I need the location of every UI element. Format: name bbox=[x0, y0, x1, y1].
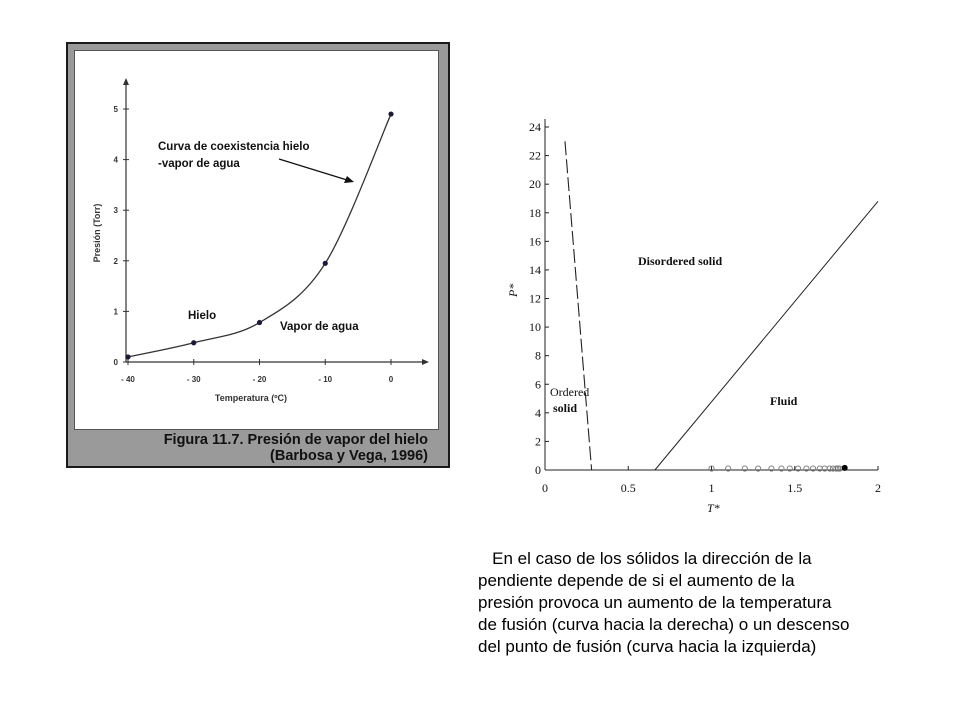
paragraph-line: En el caso de los sólidos la dirección de la bbox=[478, 549, 812, 568]
paragraph-line: pendiente depende de si el aumento de la bbox=[478, 571, 795, 590]
x-axis-label: T* bbox=[707, 501, 720, 515]
phase-diagram-chart bbox=[500, 105, 890, 520]
figure-11-7-plot-panel bbox=[74, 50, 439, 430]
vapor-region-label: Vapor de agua bbox=[280, 321, 359, 333]
x-tick-label: 1 bbox=[708, 481, 715, 495]
x-tick-label: - 20 bbox=[252, 375, 267, 384]
x-tick-label: - 40 bbox=[121, 375, 135, 384]
data-point bbox=[191, 340, 196, 345]
y-tick-label: 3 bbox=[113, 206, 118, 216]
ordered-solid-label: solid bbox=[553, 401, 578, 415]
y-tick-label: 12 bbox=[529, 291, 541, 306]
y-tick-label: 0 bbox=[535, 463, 541, 477]
y-tick-label: 4 bbox=[113, 155, 118, 165]
x-tick-label: - 30 bbox=[186, 375, 201, 384]
y-tick-label: 20 bbox=[529, 177, 541, 192]
ordered-disordered-boundary bbox=[565, 141, 592, 470]
curve-annotation-line2: -vapor de agua bbox=[158, 158, 240, 170]
data-point bbox=[388, 111, 393, 116]
y-tick-label: 22 bbox=[529, 148, 541, 163]
ice-region-label: Hielo bbox=[188, 310, 217, 322]
paragraph-line: de fusión (curva hacia la derecha) o un descenso bbox=[478, 615, 850, 634]
data-point bbox=[323, 261, 328, 266]
x-tick-label: 2 bbox=[875, 481, 881, 495]
x-tick-label: 0 bbox=[388, 375, 394, 384]
y-tick-label: 1 bbox=[113, 307, 118, 317]
x-tick-label: - 10 bbox=[318, 375, 333, 384]
curve-arrow bbox=[279, 159, 347, 180]
y-tick-label: 2 bbox=[535, 434, 541, 449]
vapor-pressure-chart bbox=[75, 51, 438, 429]
fluid-label: Fluid bbox=[770, 394, 798, 408]
y-tick-label: 6 bbox=[535, 377, 541, 392]
y-axis-arrowhead bbox=[123, 78, 129, 85]
x-axis-label: Temperatura (ºC) bbox=[214, 393, 288, 403]
y-tick-label: 4 bbox=[535, 405, 541, 420]
y-tick-label: 2 bbox=[113, 256, 118, 266]
y-axis-label: P* bbox=[506, 283, 520, 297]
data-point bbox=[125, 354, 130, 359]
paragraph-line: presión provoca un aumento de la temperatura bbox=[478, 593, 832, 612]
triple-point bbox=[842, 465, 848, 471]
ordered-label: Ordered bbox=[550, 385, 590, 399]
y-tick-label: 5 bbox=[113, 105, 118, 114]
y-tick-label: 24 bbox=[529, 120, 541, 134]
x-axis-arrowhead bbox=[422, 359, 429, 365]
caption-source: (Barbosa y Vega, 1996) bbox=[270, 448, 428, 464]
disordered-solid-label: Disordered solid bbox=[638, 254, 723, 268]
x-tick-label: 0.5 bbox=[620, 481, 636, 495]
caption-title: Figura 11.7. Presión de vapor del hielo bbox=[163, 432, 428, 448]
y-axis-label: Presión (Torr) bbox=[92, 203, 102, 263]
solid-fluid-boundary bbox=[655, 201, 878, 470]
curve-arrowhead bbox=[344, 176, 354, 183]
data-point bbox=[257, 320, 262, 325]
y-tick-label: 18 bbox=[529, 205, 541, 220]
x-tick-label: 1.5 bbox=[787, 481, 803, 495]
curve-annotation-line1: Curva de coexistencia hielo bbox=[158, 141, 310, 153]
x-tick-label: 0 bbox=[542, 481, 548, 495]
figure-11-7 bbox=[66, 42, 450, 468]
y-tick-label: 0 bbox=[113, 358, 118, 367]
paragraph-line: del punto de fusión (curva hacia la izquierda) bbox=[478, 637, 817, 656]
explanation-paragraph bbox=[478, 548, 956, 658]
y-tick-label: 14 bbox=[529, 262, 541, 277]
y-tick-label: 8 bbox=[535, 348, 541, 363]
y-tick-label: 16 bbox=[529, 234, 541, 249]
figure-caption bbox=[68, 432, 440, 464]
y-tick-label: 10 bbox=[529, 320, 541, 335]
